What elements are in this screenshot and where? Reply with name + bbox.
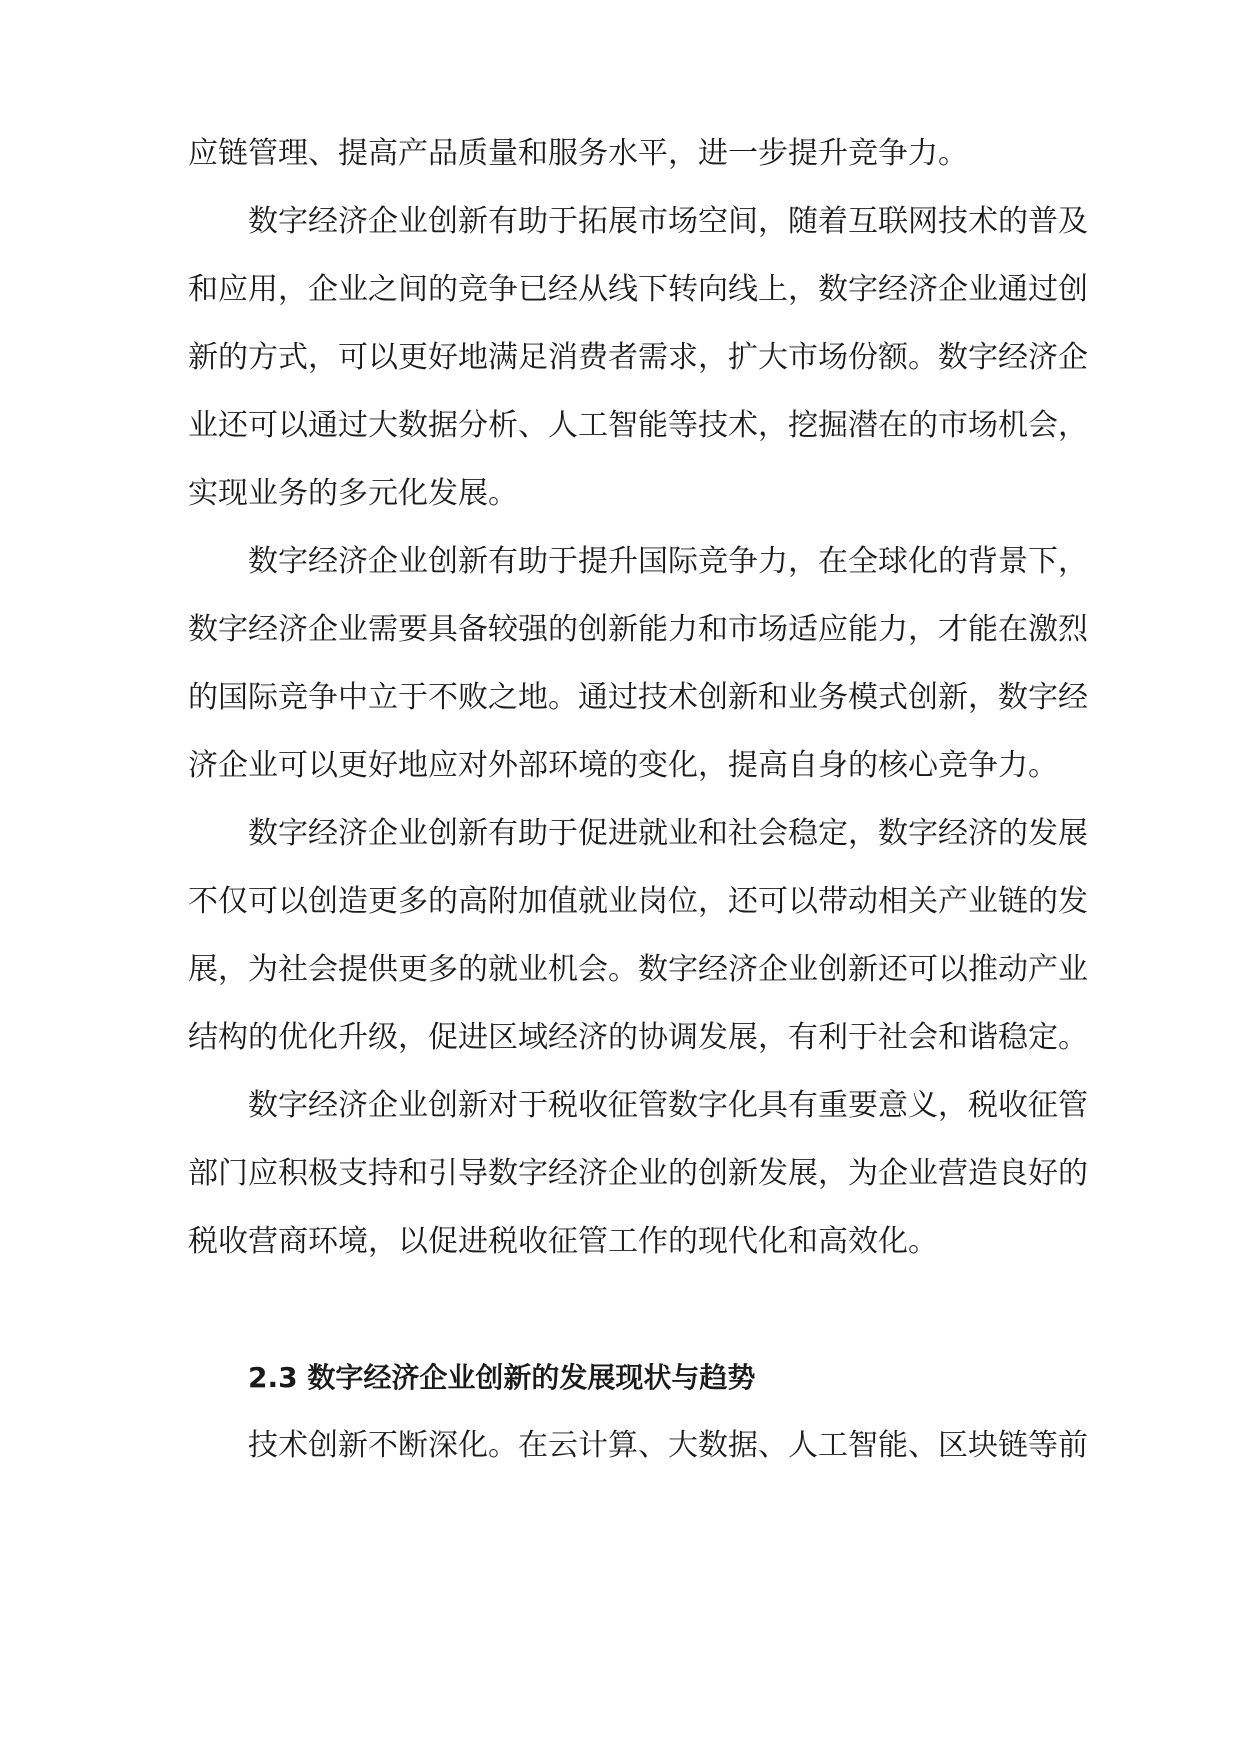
text-line: 济企业可以更好地应对外部环境的变化，提高自身的核心竞争力。 (188, 748, 1058, 783)
text-line: 部门应积极支持和引导数字经济企业的创新发展，为企业营造良好的 (188, 1156, 1088, 1191)
section-heading: 2.3 数字经济企业创新的发展现状与趋势 (248, 1361, 756, 1394)
text-line: 不仅可以创造更多的高附加值就业岗位，还可以带动相关产业链的发 (188, 884, 1088, 919)
text-line: 税收营商环境，以促进税收征管工作的现代化和高效化。 (188, 1224, 938, 1259)
text-line: 数字经济企业创新有助于促进就业和社会稳定，数字经济的发展 (248, 816, 1088, 851)
text-line: 数字经济企业需要具备较强的创新能力和市场适应能力，才能在激烈 (188, 612, 1088, 647)
text-line: 结构的优化升级，促进区域经济的协调发展，有利于社会和谐稳定。 (188, 1020, 1088, 1055)
text-line: 的国际竞争中立于不败之地。通过技术创新和业务模式创新，数字经 (188, 680, 1088, 715)
text-line: 实现业务的多元化发展。 (188, 476, 518, 511)
text-line: 技术创新不断深化。在云计算、大数据、人工智能、区块链等前 (248, 1428, 1088, 1463)
text-line: 展，为社会提供更多的就业机会。数字经济企业创新还可以推动产业 (188, 952, 1088, 987)
text-line: 应链管理、提高产品质量和服务水平，进一步提升竞争力。 (188, 136, 968, 171)
text-line: 数字经济企业创新有助于提升国际竞争力，在全球化的背景下， (248, 544, 1088, 579)
text-line: 新的方式，可以更好地满足消费者需求，扩大市场份额。数字经济企 (188, 340, 1088, 375)
text-line: 数字经济企业创新对于税收征管数字化具有重要意义，税收征管 (248, 1088, 1088, 1123)
text-line: 和应用，企业之间的竞争已经从线下转向线上，数字经济企业通过创 (188, 272, 1088, 307)
text-line: 业还可以通过大数据分析、人工智能等技术，挖掘潜在的市场机会， (188, 408, 1088, 443)
text-line: 数字经济企业创新有助于拓展市场空间，随着互联网技术的普及 (248, 204, 1088, 239)
